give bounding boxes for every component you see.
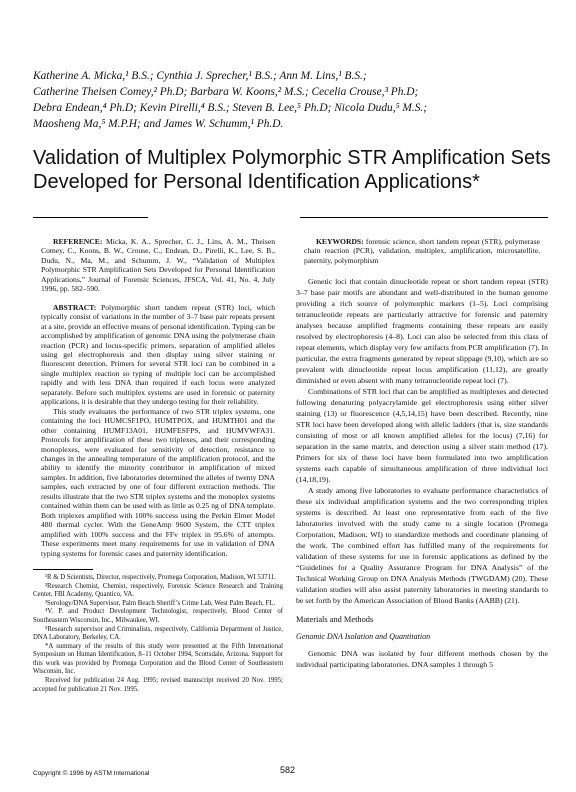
- abstract-paragraph-1: Polymorphic short tandem repeat (STR) loci, which typically consist of variations in the number of 3–7 base pair repeats present at a site, provide an effective means of personal identification. Typing can be accomplished by amplification of genomic DNA using the polymerase chain reaction (PCR) and locus-specific primers, separation of amplified alleles using gel electrophoresis and then display using silver staining or fluorescent detection. Primers for several STR loci can be combined in a single multiplex reaction so typing of multiple loci can be accomplished rapidly and with less DNA than required if each locus were analyzed separately. Before such multiplex systems are used in forensic or paternity applications, it is desirable that they undergo testing for their reliability.: [41, 302, 275, 407]
- left-column: [33, 237, 283, 694]
- keywords-text: forensic science, short tandem repeat (STR), polymerase chain reaction (PCR), validation, multiplex, amplification, microsatellite, paternity, polymorphism: [304, 237, 540, 265]
- keywords-block: [296, 237, 548, 265]
- abstract-paragraph-2: This study evaluates the performance of two STR triplex systems, one containing the loci HUMCSF1PO, HUMTPOX, and HUMTH01 and the other containing HUMF13A01, HUMFESFPS, and HUMVWFA31. Protocols for amplification of these two triplexes, and their corresponding monoplexes, were evaluated for sensitivity of detection, resistance to changes in the annealing temperature of the amplification protocol, and the ability to identify the minority contributor in amplification of mixed samples. In addition, five laboratories determined the alleles of twenty DNA samples, each extracted by one of four different extraction methods. The results illustrate that the two STR triplex systems and the monoplex systems contained within them can be used with as little as 0.25 ng of DNA template. Both triplexes amplified with 100% success using the Perkin Elmer Model 480 thermal cycler. With the GeneAmp 9600 System, the CTT triplex amplified with 100% success and the FFv triplex in 95.6% of attempts. These experiments meet many requirements for use in validation of DNA typing systems for forensic cases and paternity identification.: [41, 406, 275, 558]
- article-title: [33, 146, 553, 194]
- footnote: ⁵Research supervisor and Criminalists, respectively, California Department of Justice, DNA Laboratory, Berkeley, CA.: [33, 625, 283, 642]
- author-list: [33, 68, 553, 132]
- footnote: ¹R & D Scientists, Director, respectively, Promega Corporation, Madison, WI 53711.: [45, 573, 276, 581]
- body-paragraph-3: A study among five laboratories to evaluate performance characteristics of these six individual amplification systems and the two corresponding triplex systems is described. At least one representative from each of the five laboratories involved with the study came to a single location (Promega Corporation, Madison, WI) to standardize methods and coordinate planning of the work. The combined effort has fulfilled many of the requirements for validation of these systems for use in forensic applications as defined by the “Guidelines for a Quality Assurance Program for DNA Analysis” of the Technical Working Group on DNA Analysis Methods (TWGDAM) (20). These validation studies will also assist paternity laboratories in meeting standards to be set forth by the American Association of Blood Banks (AABB) (21).: [296, 486, 548, 606]
- abstract-block: [33, 303, 283, 558]
- reference-block: [33, 237, 283, 294]
- title-line-2: Developed for Personal Identification Applications*: [33, 171, 480, 193]
- right-divider: [300, 217, 548, 218]
- body-paragraph-1: Genetic loci that contain dinucleotide repeat or short tandem repeat (STR) 3–7 base pair motifs are abundant and well-distributed in the human genome providing a rich source of polymorphic markers (1–5). Loci comprising tetranucleotide repeats are particularly attractive for forensic and paternity analyses because amplified fragments containing these repeats are easily resolved by electrophoresis (4–8). Loci can also be selected from this class of repeat elements, which display very few artifacts from PCR amplification (7). In particular, the extra fragments generated by repeat slippage (9,10), which are so prevalent with dinucleotide repeat locus amplification (11,12), are greatly diminished or even absent with many tetranucleotide repeat loci (7).: [296, 277, 548, 386]
- reference-label: REFERENCE:: [53, 237, 103, 246]
- page-number: 582: [280, 765, 296, 775]
- right-column: [296, 237, 548, 670]
- title-line-1: Validation of Multiplex Polymorphic STR Amplification Sets: [33, 147, 551, 169]
- reference-text: Micka, K. A., Sprecher, C. J., Lins, A. M., Theisen Comey, C., Koons, B. W., Crouse, C., Endean, D., Pirelli, K., Lee, S. B., Dudu, N., Ma, M., and Schumm, J. W., “Validation of Multiplex Polymorphic STR Amplification Sets Developed for Personal Identification Applications,” Journal of Forensic Sciences, JFSCA, Vol. 41, No. 4, July 1996, pp. 582–590.: [41, 237, 275, 294]
- section-heading: Materials and Methods: [296, 615, 374, 625]
- footnote: *A summary of the results of this study were presented at the Fifth International Symposium on Human Identification, 8–11 October 1994, Scottsdale, Arizona. Support for this work was provided by Promega Corporation and the Blood Center of Southeastern Wisconsin, Inc.: [33, 642, 283, 676]
- keywords-label: KEYWORDS:: [316, 237, 364, 246]
- footnote: ²Research Chemist, Chemist, respectively, Forensic Science Research and Training Center, FBI Academy, Quantico, VA.: [33, 582, 283, 599]
- author-line-4: Maosheng Ma,⁵ M.P.H; and James W. Schumm,¹ Ph.D.: [33, 118, 284, 130]
- author-line-2: Catherine Theisen Comey,² Ph.D; Barbara W. Koons,² M.S.; Cecelia Crouse,³ Ph.D;: [33, 86, 419, 98]
- body-paragraph-4: Genomic DNA was isolated by four different methods chosen by the individual participating laboratories. DNA samples 1 through 5: [296, 649, 548, 670]
- copyright-notice: Copyright © 1996 by ASTM International: [33, 770, 150, 777]
- footnote: ⁴V. P. and Product Development Technologist, respectively, Blood Center of Southeastern Wisconsin, Inc., Milwaukee, WI.: [33, 608, 283, 624]
- body-paragraph-2: Combinations of STR loci that can be amplified as multiplexes and detected following denaturing polyacrylamide gel electrophoresis using either silver staining (13) or fluorescence (4,5,14,15) have been described. Recently, nine STR loci have been developed along with allelic ladders (that is, size standards consisting of most or all known amplified alleles for the locus) (7,16) for separation in the same matrix, and detection using a silver stain method (17). Primers for six of these loci have been formulated into two amplification systems each capable of simultaneous amplification of three individual loci (14,18,19).: [296, 387, 548, 485]
- subsection-heading: Genomic DNA Isolation and Quantitation: [296, 632, 431, 642]
- author-line-3: Debra Endean,⁴ Ph.D; Kevin Pirelli,⁴ B.S.; Steven B. Lee,⁵ Ph.D; Nicola Dudu,⁵ M.S.;: [33, 102, 428, 114]
- left-divider: [33, 217, 148, 218]
- body-text: [296, 276, 548, 670]
- footnote: Received for publication 24 Aug. 1995; revised manuscript received 20 Nov. 1995; accepted for publication 21 Nov. 1995.: [33, 677, 283, 693]
- footnote-divider: [33, 569, 93, 570]
- footnote: ³Serology/DNA Supervisor, Palm Beach Sheriff’s Crime Lab, West Palm Beach, FL.: [45, 599, 276, 607]
- abstract-label: ABSTRACT:: [53, 302, 97, 312]
- footnotes: [33, 574, 283, 694]
- author-line-1: Katherine A. Micka,¹ B.S.; Cynthia J. Sprecher,¹ B.S.; Ann M. Lins,¹ B.S.;: [33, 70, 367, 82]
